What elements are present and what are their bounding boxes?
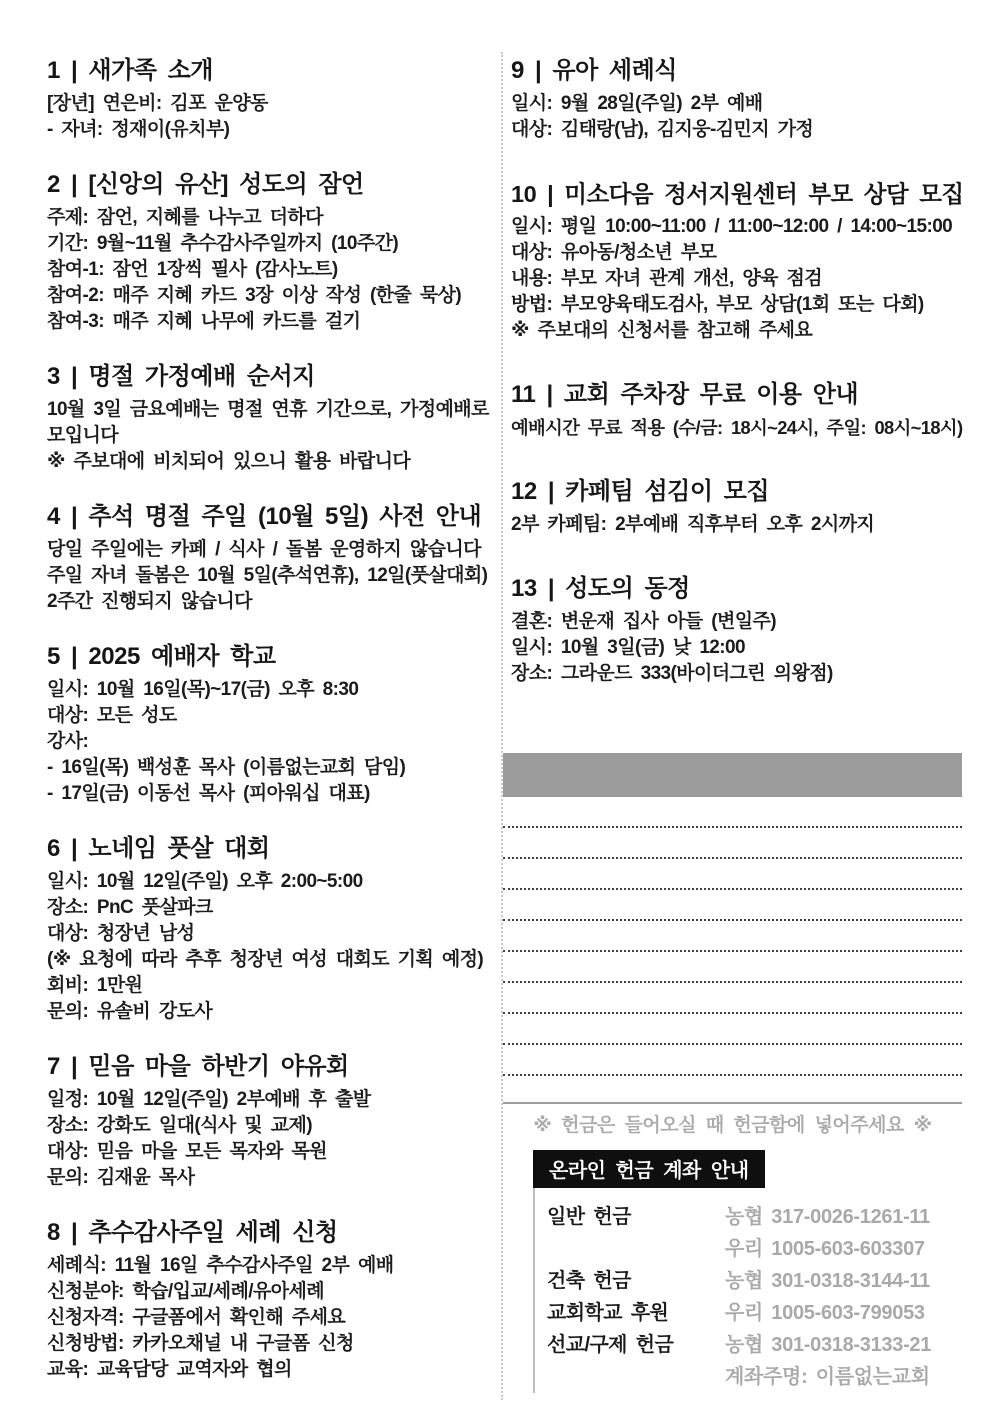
announcement-section bbox=[47, 1052, 489, 1191]
giving-value: 농협 317-0026-1261-11 bbox=[725, 1206, 930, 1228]
note-ruled-line bbox=[503, 952, 962, 983]
section-line: 일시: 10월 3일(금) 낮 12:00 bbox=[511, 637, 745, 658]
section-line: 신청분야: 학습/입교/세례/유아세례 bbox=[47, 1281, 324, 1302]
section-line: 모입니다 bbox=[47, 425, 119, 446]
section-line: ※ 주보대에 비치되어 있으니 활용 바랍니다 bbox=[47, 451, 411, 472]
section-title: 2 | [신앙의 유산] 성도의 잠언 bbox=[47, 171, 364, 198]
column-right bbox=[511, 56, 965, 687]
announcement-section bbox=[47, 170, 489, 335]
note-ruled-line bbox=[503, 797, 962, 828]
announcement-section bbox=[511, 477, 965, 538]
giving-label: 일반 헌금 bbox=[547, 1206, 631, 1228]
announcement-section bbox=[47, 56, 489, 143]
section-line: 주일 자녀 돌봄은 10월 5일(추석연휴), 12일(풋살대회) bbox=[47, 565, 488, 586]
section-line: 대상: 모든 성도 bbox=[47, 705, 177, 726]
note-ruled-line bbox=[503, 1014, 962, 1045]
online-giving-block bbox=[533, 1150, 965, 1393]
online-giving-header: 온라인 헌금 계좌 안내 bbox=[533, 1150, 765, 1188]
announcement-section bbox=[511, 179, 965, 344]
section-line: 장소: 강화도 일대(식사 및 교제) bbox=[47, 1115, 312, 1136]
section-line: [장년] 연은비: 김포 운양동 bbox=[47, 93, 268, 114]
section-line: 일시: 평일 10:00~11:00 / 11:00~12:00 / 14:00~15:00 bbox=[511, 216, 953, 237]
giving-divider-line bbox=[503, 1102, 962, 1104]
section-line: 참여-1: 잠언 1장씩 필사 (감사노트) bbox=[47, 259, 338, 280]
section-line: 강사: bbox=[47, 731, 89, 752]
note-ruled-line bbox=[503, 983, 962, 1014]
note-ruled-lines bbox=[503, 797, 962, 1076]
giving-value: 계좌주명: 이름없는교회 bbox=[725, 1366, 930, 1388]
note-ruled-line bbox=[503, 1045, 962, 1076]
column-left bbox=[47, 56, 489, 1383]
giving-value: 농협 301-0318-3144-11 bbox=[725, 1270, 930, 1292]
section-line: 당일 주일에는 카페 / 식사 / 돌봄 운영하지 않습니다 bbox=[47, 539, 481, 560]
section-title: 6 | 노네임 풋살 대회 bbox=[47, 835, 270, 862]
giving-value: 우리 1005-603-799053 bbox=[725, 1302, 925, 1324]
section-line: 기간: 9월~11월 추수감사주일까지 (10주간) bbox=[47, 233, 399, 254]
section-line: 내용: 부모 자녀 관계 개선, 양육 점검 bbox=[511, 268, 823, 289]
section-line: ※ 주보대의 신청서를 참고해 주세요 bbox=[511, 320, 813, 341]
announcement-section bbox=[47, 362, 489, 475]
giving-label: 교회학교 후원 bbox=[547, 1302, 669, 1324]
section-line: 방법: 부모양육태도검사, 부모 상담(1회 또는 다회) bbox=[511, 294, 924, 315]
section-line: 세례식: 11월 16일 추수감사주일 2부 예배 bbox=[47, 1255, 394, 1276]
section-line: 2주간 진행되지 않습니다 bbox=[47, 591, 252, 612]
announcement-section bbox=[511, 380, 965, 441]
giving-label bbox=[547, 1233, 725, 1265]
section-title: 3 | 명절 가정예배 순서지 bbox=[47, 363, 315, 390]
section-line: - 16일(목) 백성훈 목사 (이름없는교회 담임) bbox=[47, 757, 406, 778]
section-line: 대상: 믿음 마을 모든 목자와 목원 bbox=[47, 1141, 327, 1162]
section-title: 7 | 믿음 마을 하반기 야유회 bbox=[47, 1053, 349, 1080]
section-line: 일시: 10월 16일(목)~17(금) 오후 8:30 bbox=[47, 679, 359, 700]
section-line: - 17일(금) 이동선 목사 (피아워십 대표) bbox=[47, 783, 370, 804]
note-ruled-line bbox=[503, 828, 962, 859]
giving-account-table bbox=[547, 1201, 965, 1393]
notes-gray-bar bbox=[503, 753, 962, 797]
section-line: 결혼: 변운재 집사 아들 (변일주) bbox=[511, 611, 776, 632]
announcement-section bbox=[47, 502, 489, 615]
section-line: 2부 카페팀: 2부예배 직후부터 오후 2시까지 bbox=[511, 514, 875, 535]
giving-label: 선교/구제 헌금 bbox=[547, 1334, 674, 1356]
section-line: 문의: 김재윤 목사 bbox=[47, 1167, 195, 1188]
announcement-section bbox=[511, 574, 965, 687]
column-divider-dotted-line bbox=[501, 52, 503, 1400]
section-line: 대상: 청장년 남성 bbox=[47, 923, 195, 944]
note-ruled-line bbox=[503, 921, 962, 952]
section-line: 참여-3: 매주 지혜 나무에 카드를 걸기 bbox=[47, 311, 361, 332]
announcement-section bbox=[511, 56, 965, 143]
section-line: 주제: 잠언, 지혜를 나누고 더하다 bbox=[47, 207, 323, 228]
section-title: 9 | 유아 세례식 bbox=[511, 57, 677, 84]
giving-value: 우리 1005-603-603307 bbox=[725, 1238, 925, 1260]
section-line: 예배시간 무료 적용 (수/금: 18시~24시, 주일: 08시~18시) bbox=[511, 417, 963, 438]
section-title: 13 | 성도의 동정 bbox=[511, 575, 690, 602]
section-line: 대상: 김태랑(남), 김지웅-김민지 가정 bbox=[511, 119, 814, 140]
announcement-section bbox=[47, 834, 489, 1025]
section-title: 11 | 교회 주차장 무료 이용 안내 bbox=[511, 381, 859, 408]
section-line: 장소: PnC 풋살파크 bbox=[47, 897, 213, 918]
section-title: 5 | 2025 예배자 학교 bbox=[47, 643, 276, 670]
section-line: - 자녀: 정재이(유치부) bbox=[47, 119, 230, 140]
section-line: 참여-2: 매주 지혜 카드 3장 이상 작성 (한줄 묵상) bbox=[47, 285, 462, 306]
section-line: 신청자격: 구글폼에서 확인해 주세요 bbox=[47, 1307, 346, 1328]
section-title: 1 | 새가족 소개 bbox=[47, 57, 213, 84]
section-line: 회비: 1만원 bbox=[47, 975, 143, 996]
giving-label bbox=[547, 1361, 725, 1393]
section-line: 장소: 그라운드 333(바이더그린 의왕점) bbox=[511, 663, 833, 684]
section-title: 4 | 추석 명절 주일 (10월 5일) 사전 안내 bbox=[47, 503, 482, 530]
section-title: 10 | 미소다음 정서지원센터 부모 상담 모집 bbox=[511, 181, 964, 207]
giving-value: 농협 301-0318-3133-21 bbox=[725, 1334, 932, 1356]
giving-reminder-text: ※ 헌금은 들어오실 때 헌금함에 넣어주세요 ※ bbox=[533, 1115, 932, 1136]
note-ruled-line bbox=[503, 890, 962, 921]
section-line: 대상: 유아동/청소년 부모 bbox=[511, 242, 717, 263]
section-line: 일정: 10월 12일(주일) 2부예배 후 출발 bbox=[47, 1089, 371, 1110]
section-title: 8 | 추수감사주일 세례 신청 bbox=[47, 1219, 338, 1246]
giving-label: 건축 헌금 bbox=[547, 1270, 631, 1292]
section-line: (※ 요청에 따라 추후 청장년 여성 대회도 기획 예정) bbox=[47, 949, 484, 970]
section-line: 일시: 10월 12일(주일) 오후 2:00~5:00 bbox=[47, 871, 363, 892]
section-line: 교육: 교육담당 교역자와 협의 bbox=[47, 1359, 292, 1380]
section-line: 10월 3일 금요예배는 명절 연휴 기간으로, 가정예배로 bbox=[47, 399, 489, 420]
section-title: 12 | 카페팀 섬김이 모집 bbox=[511, 478, 770, 505]
section-line: 신청방법: 카카오채널 내 구글폼 신청 bbox=[47, 1333, 354, 1354]
section-line: 문의: 유솔비 강도사 bbox=[47, 1001, 213, 1022]
announcement-section bbox=[47, 1218, 489, 1383]
note-ruled-line bbox=[503, 859, 962, 890]
announcement-section bbox=[47, 642, 489, 807]
section-line: 일시: 9월 28일(주일) 2부 예배 bbox=[511, 93, 763, 114]
